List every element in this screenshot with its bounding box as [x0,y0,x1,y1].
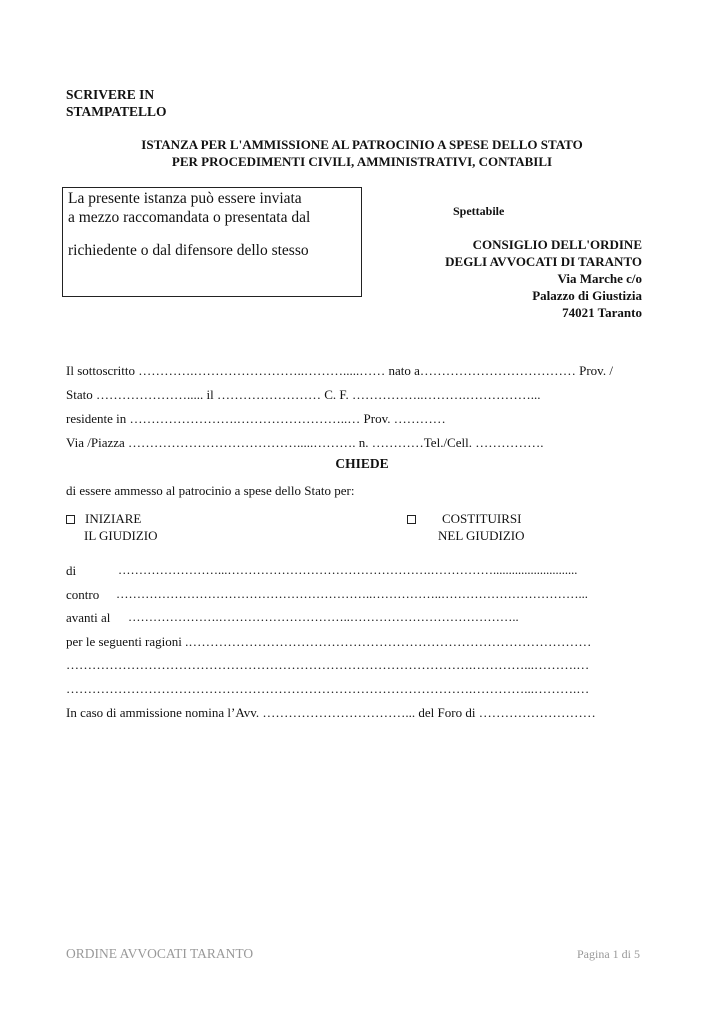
recipient-salutation: Spettabile [453,204,505,218]
footer-page-number: Pagina 1 di 5 [577,947,640,961]
option-costituirsi[interactable] [407,510,521,527]
option-costituirsi-label-2: NEL GIUDIZIO [438,528,525,543]
note-line-1: SCRIVERE IN [66,87,155,102]
notice-line-1: La presente istanza può essere inviata [68,190,302,207]
checkbox-iniziare-icon[interactable] [66,515,75,524]
option-iniziare-label: INIZIARE [85,511,142,526]
request-text: di essere ammesso al patrocinio a spese dello Stato per: [66,483,355,498]
ragioni-field[interactable]: per le seguenti ragioni .………………………………………………………………………………… [66,634,592,649]
recipient-line-4: Palazzo di Giustizia [532,288,642,303]
di-label: di [66,563,77,578]
chiede-heading: CHIEDE [335,456,389,471]
contro-label: contro [66,587,100,602]
di-field[interactable]: ……………………...………………………………………….……………........................... [118,563,578,577]
notice-line-2: a mezzo raccomandata o presentata dal [68,209,311,226]
recipient-line-3: Via Marche c/o [557,271,642,286]
recipient-line-1: CONSIGLIO DELL'ORDINE [472,237,642,252]
note-line-2: STAMPATELLO [66,104,167,119]
form-line-residente[interactable]: residente in …………………….……………………..… Prov. ………… [66,411,446,426]
recipient-line-5: 74021 Taranto [562,305,642,320]
ragioni-continuation-1[interactable]: ………………………………………………………………………………….…………...……….… [66,657,590,672]
checkbox-costituirsi-icon[interactable] [407,515,416,524]
form-line-sottoscritto[interactable]: Il sottoscritto ………….……………………..……….....…… nato a……………………………… Prov. / [66,363,613,378]
avanti-field[interactable]: ………………….…………………………..………………………………….. [128,610,519,624]
form-line-stato[interactable]: Stato …………………..... il …………………… C. F. ……………..……….……………... [66,387,541,402]
ragioni-continuation-2[interactable]: ………………………………………………………………………………….…………...……….… [66,681,590,696]
option-costituirsi-label: COSTITUIRSI [442,511,522,526]
notice-box [62,187,362,297]
recipient-line-2: DEGLI AVVOCATI DI TARANTO [445,254,642,269]
avanti-label: avanti al [66,610,111,625]
option-iniziare[interactable] [66,510,141,527]
footer-organization: ORDINE AVVOCATI TARANTO [66,946,254,961]
form-title-line-2: PER PROCEDIMENTI CIVILI, AMMINISTRATIVI, CONTABILI [171,154,553,169]
form-line-indirizzo[interactable]: Via /Piazza ………………………………….....………. n. …………Tel./Cell. ……………. [66,435,544,450]
nomina-avvocato-field[interactable]: In caso di ammissione nomina l’Avv. ……………………………... del Foro di ……………………… [66,705,596,720]
notice-line-3: richiedente o dal difensore dello stesso [68,242,309,259]
form-title-line-1: ISTANZA PER L'AMMISSIONE AL PATROCINIO A SPESE DELLO STATO [141,137,583,152]
contro-field[interactable]: ……………………………………………………..……………..……………………………... [116,587,588,601]
option-iniziare-label-2: IL GIUDIZIO [84,528,158,543]
